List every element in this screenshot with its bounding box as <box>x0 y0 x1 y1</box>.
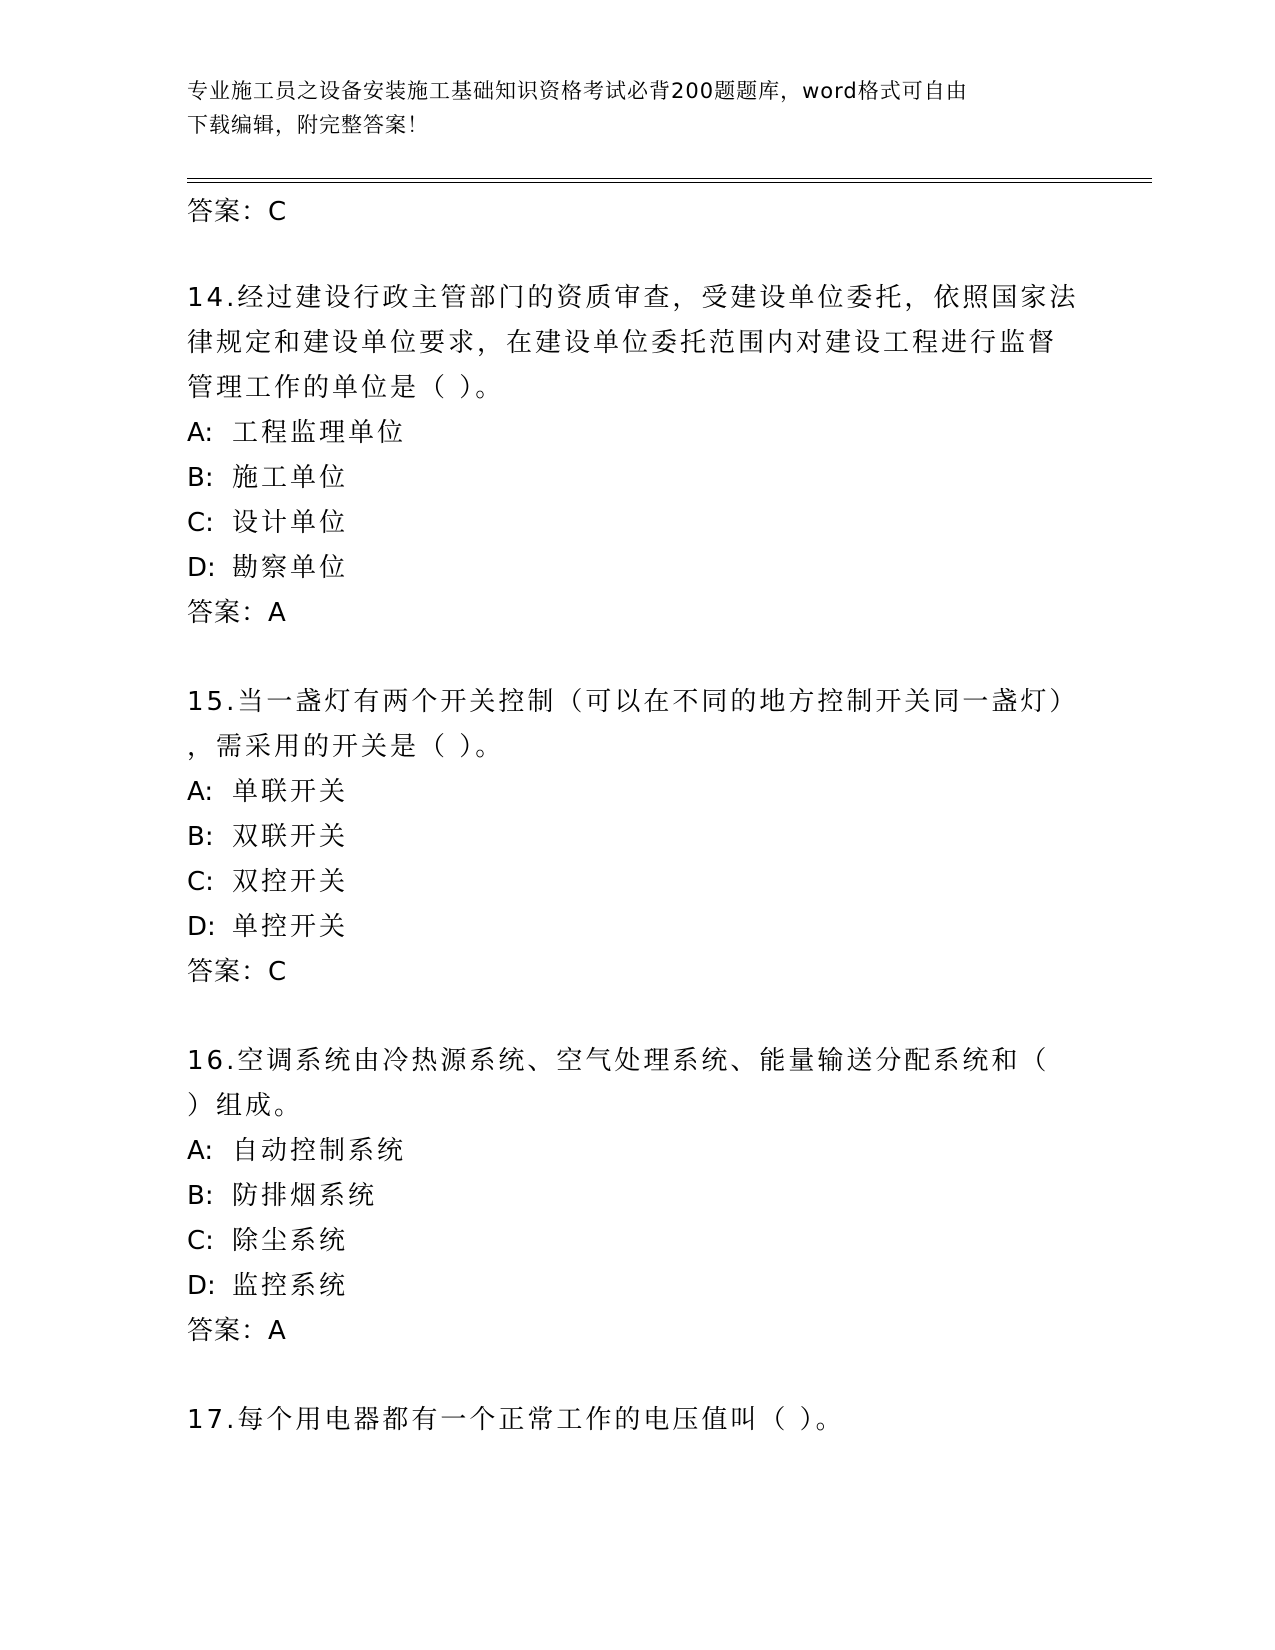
question-16-line-2: ）组成。 <box>187 1091 304 1121</box>
question-14-option-a <box>187 412 406 449</box>
question-14-line-3: 管理工作的单位是（ ）。 <box>187 373 505 403</box>
answer-16: 答案：A <box>187 1316 287 1346</box>
option-text: 单控开关 <box>232 912 349 942</box>
question-16-option-d <box>187 1265 348 1302</box>
question-14-option-b <box>187 457 348 494</box>
option-letter: A: <box>187 418 214 448</box>
answer-15: 答案：C <box>187 957 288 987</box>
option-letter: B: <box>187 1181 214 1211</box>
question-16-option-b <box>187 1175 377 1212</box>
header-rule-bottom <box>187 182 1152 183</box>
question-15-option-b <box>187 816 348 853</box>
option-letter: D: <box>187 553 216 583</box>
option-letter: C: <box>187 867 214 897</box>
question-15-option-d <box>187 906 348 943</box>
option-text: 双联开关 <box>232 822 349 852</box>
option-letter: C: <box>187 508 214 538</box>
option-text: 单联开关 <box>232 777 349 807</box>
question-14-option-c <box>187 502 348 539</box>
option-text: 勘察单位 <box>232 553 349 583</box>
question-17-line-1: 17.每个用电器都有一个正常工作的电压值叫（ ）。 <box>187 1405 845 1435</box>
question-15-option-a <box>187 771 348 808</box>
question-16-option-a <box>187 1130 406 1167</box>
header-line-2: 下载编辑，附完整答案！ <box>187 113 429 137</box>
option-letter: D: <box>187 1271 216 1301</box>
option-text: 双控开关 <box>232 867 349 897</box>
option-text: 自动控制系统 <box>232 1136 407 1166</box>
answer-14: 答案：A <box>187 598 287 628</box>
question-15-line-2: ，需采用的开关是（ ）。 <box>187 732 505 762</box>
option-text: 监控系统 <box>232 1271 349 1301</box>
answer-13: 答案：C <box>187 197 288 227</box>
question-14-option-d <box>187 547 348 584</box>
question-15-option-c <box>187 861 348 898</box>
question-14-line-1: 14.经过建设行政主管部门的资质审查，受建设单位委托，依照国家法 <box>187 283 1079 313</box>
question-16-line-1: 16.空调系统由冷热源系统、空气处理系统、能量输送分配系统和（ <box>187 1046 1050 1076</box>
option-letter: B: <box>187 463 214 493</box>
option-letter: A: <box>187 777 214 807</box>
question-14-line-2: 律规定和建设单位要求，在建设单位委托范围内对建设工程进行监督 <box>187 328 1058 358</box>
header-rule-top <box>187 178 1152 179</box>
option-letter: C: <box>187 1226 214 1256</box>
option-text: 工程监理单位 <box>232 418 407 448</box>
option-text: 防排烟系统 <box>232 1181 378 1211</box>
question-15-line-1: 15.当一盏灯有两个开关控制（可以在不同的地方控制开关同一盏灯） <box>187 687 1079 717</box>
option-text: 施工单位 <box>232 463 349 493</box>
option-letter: D: <box>187 912 216 942</box>
question-16-option-c <box>187 1220 348 1257</box>
option-text: 设计单位 <box>232 508 349 538</box>
page-header <box>187 74 1077 142</box>
option-letter: A: <box>187 1136 214 1166</box>
option-letter: B: <box>187 822 214 852</box>
header-line-1: 专业施工员之设备安装施工基础知识资格考试必背200题题库，word格式可自由 <box>187 79 968 103</box>
option-text: 除尘系统 <box>232 1226 349 1256</box>
